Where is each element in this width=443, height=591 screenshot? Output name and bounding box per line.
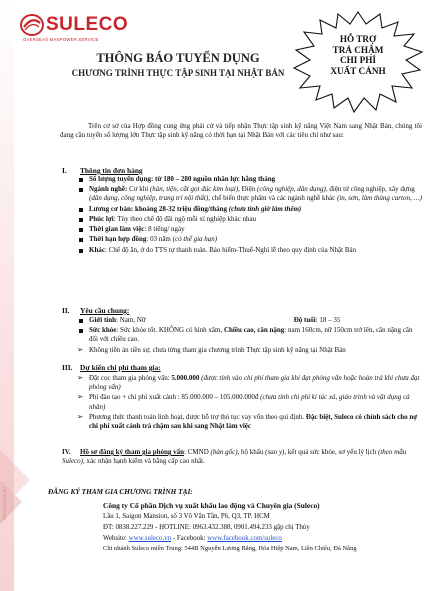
list-item: Số lượng tuyển dụng: từ 180 – 280 nguồn nhân lực hằng tháng xyxy=(77,175,423,184)
intro-paragraph xyxy=(60,122,422,140)
section-number: II. xyxy=(62,306,70,315)
website-link[interactable]: www.suleco.vn xyxy=(128,534,172,542)
badge-line: CHI PHÍ xyxy=(340,55,376,66)
list-item: ➢ Phương thức thanh toán linh hoạt, được hỗ trợ thủ tục vay vốn theo qui định. Đặc biệt, Suleco có chính sách cho nợ chi phí xuất cảnh trả chậm sau khi sang Nhật làm việc xyxy=(77,413,423,431)
list-item: Thời hạn hợp đồng: 03 năm (có thể gia hạn) xyxy=(77,235,423,244)
list-item: Sức khỏe: Sức khỏe tốt. KHÔNG có hình xăm, Chiều cao, cân nặng: nam 160cm, nữ 150cm trở lên, cân nặng cân đối với chiều cao. xyxy=(77,326,423,344)
list-item: Khác: Chế độ ăn, ở do TTS tự thanh toán. Bảo hiểm-Thuế-Nghỉ lễ theo quy định của Nhật Bản xyxy=(77,246,423,255)
section-3-heading: III. Dự kiến chi phí tham gia: xyxy=(62,363,161,372)
badge-line: HỖ TRỢ xyxy=(339,34,377,44)
intro-text: Trên cơ sở của Hợp đồng cung ứng phái cử và tiếp nhận Thực tập sinh kỹ năng Việt Nam sang Nhật Bản, chúng tôi đang cần tuyển số lượng lớn Thực tập sinh kỹ năng có thời hạn tại Nhật Bản với các tiêu chí như sau: xyxy=(60,122,422,140)
section-title: Dự kiến chi phí tham gia xyxy=(80,363,159,372)
footer-heading: ĐĂNG KÝ THAM GIA CHƯƠNG TRÌNH TẠI: xyxy=(48,487,193,496)
list-item: Lương cơ bản: khoảng 28-32 triệu đồng/tháng (chưa tính giờ làm thêm) xyxy=(77,205,423,214)
list-item: ➢ Đặt cọc tham gia phỏng vấn: 5.000.000 (được tính vào chi phí tham gia khi đạt phỏng vấn hoặc hoàn trả khi chưa đạt phỏng vấn) xyxy=(77,374,423,392)
section-4-heading: IV. Hồ sơ đăng ký tham gia phỏng vấn: CMND (bản gốc), hộ khẩu (sao y), kết quả sức khỏe, sơ yếu lý lịch (theo mẫu Suleco), xác nhận hạnh kiểm và bằng cấp cao nhất. xyxy=(62,448,407,466)
page-subtitle: CHƯƠNG TRÌNH THỰC TẬP SINH TẠI NHẬT BẢN xyxy=(71,68,285,78)
section-2-list xyxy=(77,316,423,356)
section-title: Hồ sơ đăng ký tham gia phỏng vấn xyxy=(80,448,185,456)
page-title: THÔNG BÁO TUYỂN DỤNG xyxy=(96,51,260,65)
badge-line: TRẢ CHẬM xyxy=(332,44,384,55)
facebook-link[interactable]: www.facebook.com/suleco xyxy=(207,534,282,542)
list-item: Thời gian làm việc: 8 tiếng/ ngày xyxy=(77,225,423,234)
section-3-list xyxy=(77,374,423,432)
company-phone: ĐT: 0838.227.229 - HOTLINE: 0963.432.388, 0901.494.233 gặp chị Thủy xyxy=(103,523,310,531)
list-item: Giới tính: Nam, Nữ Độ tuổi: 18 – 35 xyxy=(77,316,423,325)
section-title: Yêu cầu chung xyxy=(80,306,127,315)
section-title: Thông tin đơn hàng xyxy=(80,166,143,175)
logo-mark-icon xyxy=(20,14,44,36)
company-web: Website: www.suleco.vn - Facebook: www.facebook.com/suleco xyxy=(103,534,282,542)
section-2-heading: II. Yêu cầu chung: xyxy=(62,306,130,315)
section-number: I. xyxy=(62,166,67,175)
list-item: Phúc lợi: Tùy theo chế độ đãi ngộ mỗi xí nghiệp khác nhau xyxy=(77,215,423,224)
contact-block xyxy=(103,500,433,555)
logo-tagline: OVERSEAS MANPOWER SERVICE xyxy=(23,37,99,43)
logo-name: SULECO xyxy=(46,14,129,35)
section-1-list xyxy=(77,175,423,256)
branch-address: Chi nhánh Suleco miền Trung: 544B Nguyễn Lương Bằng, Hòa Hiệp Nam, Liên Chiểu, Đà Nẵng xyxy=(103,545,357,553)
suleco-logo xyxy=(20,12,146,48)
badge-line: XUẤT CẢNH xyxy=(330,65,386,76)
badge-text xyxy=(316,34,400,76)
section-number: IV. xyxy=(62,448,71,456)
section-number: III. xyxy=(62,363,73,372)
list-item: Ngành nghề: Cơ khí (hàn, tiện, cắt gọt đúc kim loại), Điện (công nghiệp, dân dụng), điện tử công nghiệp, xây dựng (dân dụng, công nghiệp, trang trí nội thất), chế biến thực phẩm và các ngành nghề khác (in, sơn, làm thùng carton, …) xyxy=(77,185,423,203)
company-name: Công ty Cổ phần Dịch vụ xuất khẩu lao động và Chuyên gia (Suleco) xyxy=(103,501,320,510)
company-address: Lầu 1, Saigon Mansion, số 3 Võ Văn Tần, P6, Q3, TP. HCM xyxy=(103,512,270,520)
list-item: ➢ Phí đào tạo + chi phí xuất cảnh : 85.000.000 – 105.000.000đ (chưa tính chi phí kí túc xá, giáo trình và vật dụng cá nhân) xyxy=(77,393,423,411)
list-item: ➢ Không tiền án tiền sự, chưa từng tham gia chương trình Thực tập sinh kỹ năng tại Nhật Bản xyxy=(77,346,423,355)
side-website-text: www.suleco.vn xyxy=(2,486,8,520)
